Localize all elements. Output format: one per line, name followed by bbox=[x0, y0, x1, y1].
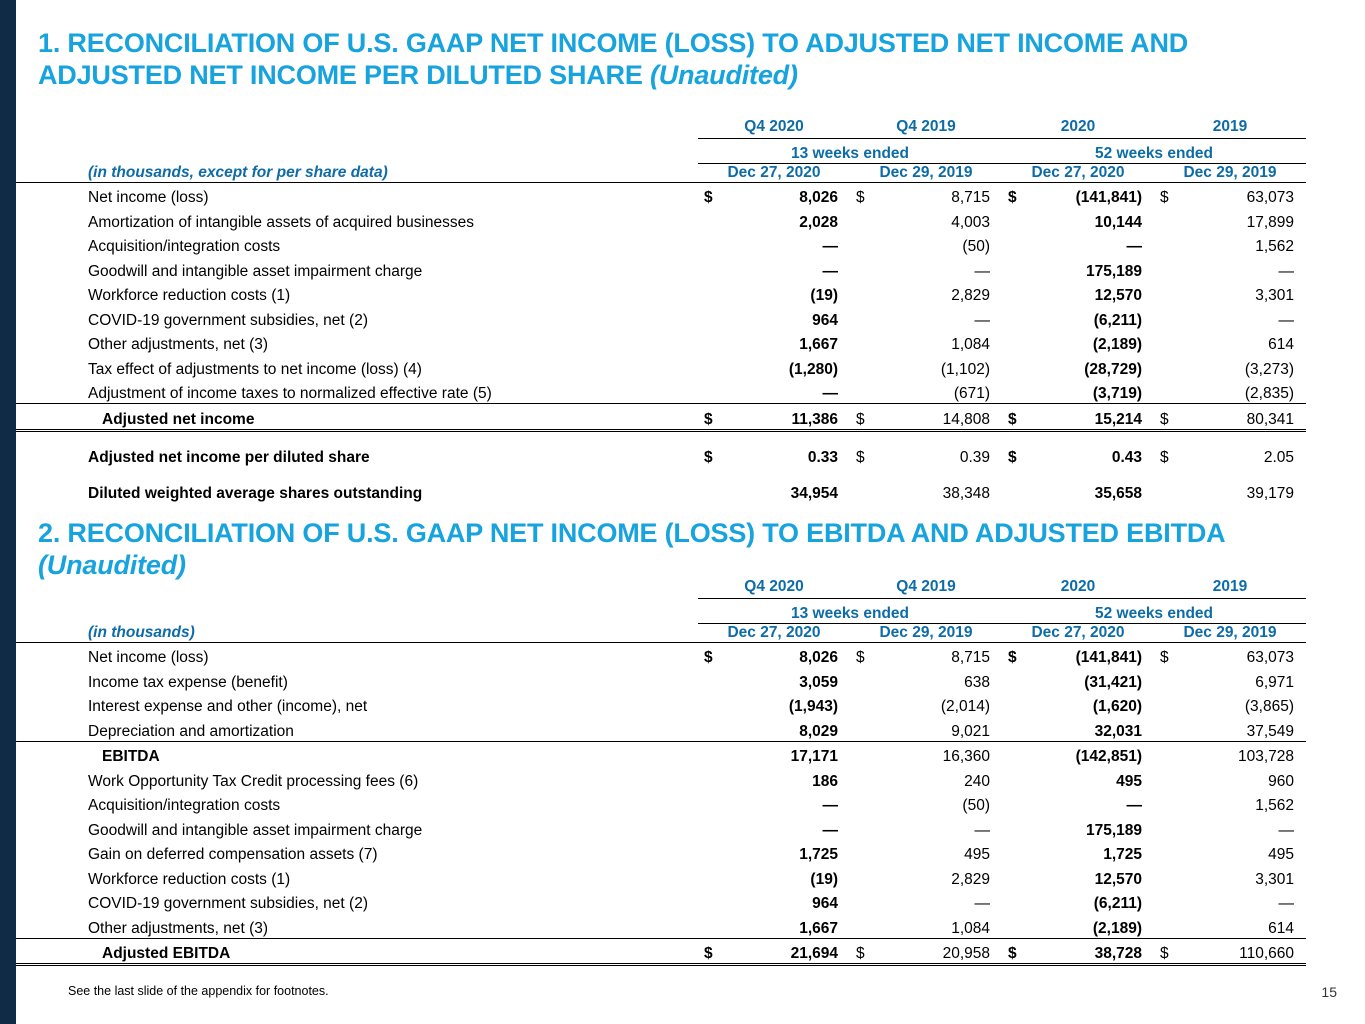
table-row bbox=[16, 232, 1306, 257]
cell-currency-symbol bbox=[1002, 815, 1026, 840]
row-label: Acquisition/integration costs bbox=[88, 797, 281, 814]
cell-value: (2,835) bbox=[1178, 379, 1306, 404]
cell-value: 186 bbox=[812, 772, 838, 790]
cell-value: 2,028 bbox=[799, 213, 838, 231]
table-row bbox=[16, 741, 1306, 766]
col-header-q4-2020: Q4 2020 bbox=[744, 118, 804, 135]
table-row bbox=[16, 379, 1306, 404]
table-section-1 bbox=[16, 112, 1306, 503]
row-label: Gain on deferred compensation assets (7) bbox=[88, 846, 378, 863]
cell-value: 6,971 bbox=[1255, 673, 1294, 691]
cell-value: 240 bbox=[964, 772, 990, 790]
cell-value: 495 bbox=[964, 846, 990, 863]
cell-value: (3,865) bbox=[1244, 698, 1294, 715]
cell-currency-symbol: $ bbox=[856, 189, 865, 206]
row-label: Adjusted EBITDA bbox=[16, 938, 698, 965]
cell-value: 175,189 bbox=[1085, 821, 1142, 839]
cell-currency-symbol bbox=[1002, 716, 1026, 741]
col-header-2020: 2020 bbox=[1060, 578, 1096, 595]
section-2-title-main: 2. RECONCILIATION OF U.S. GAAP NET INCOME (LOSS) TO EBITDA AND ADJUSTED EBITDA bbox=[38, 518, 1225, 548]
row-label: Adjustment of income taxes to normalized effective rate (5) bbox=[16, 379, 698, 404]
cell-currency-symbol bbox=[1154, 330, 1178, 355]
cell-currency-symbol bbox=[850, 913, 874, 938]
cell-value: (28,729) bbox=[1084, 360, 1142, 378]
cell-currency-symbol bbox=[850, 889, 874, 914]
cell-value: 495 bbox=[1116, 772, 1142, 790]
slide-page bbox=[16, 0, 1365, 1024]
cell-value: — bbox=[1278, 311, 1294, 329]
cell-value: 614 bbox=[1178, 913, 1306, 938]
cell-value: 1,667 bbox=[799, 336, 838, 353]
cell-currency-symbol bbox=[698, 864, 722, 889]
table-row bbox=[16, 330, 1306, 355]
cell-currency-symbol bbox=[698, 840, 722, 865]
table-row bbox=[16, 716, 1306, 741]
row-label: Work Opportunity Tax Credit processing fees (6) bbox=[88, 772, 419, 790]
cell-value: (19) bbox=[810, 870, 838, 888]
section-2-title-unaudited: (Unaudited) bbox=[38, 549, 186, 580]
row-label: Tax effect of adjustments to net income (loss) (4) bbox=[88, 360, 422, 378]
cell-value: — bbox=[722, 379, 850, 404]
cell-currency-symbol bbox=[850, 478, 874, 503]
units-label: (in thousands) bbox=[16, 623, 698, 642]
cell-currency-symbol bbox=[850, 667, 874, 692]
cell-value: 63,073 bbox=[1246, 649, 1294, 666]
cell-currency-symbol bbox=[1002, 692, 1026, 717]
cell-value: — bbox=[1126, 238, 1142, 255]
cell-value: 1,725 bbox=[1103, 846, 1142, 863]
date-header-1: Dec 27, 2020 bbox=[698, 623, 850, 642]
table-row bbox=[16, 354, 1306, 379]
table-row bbox=[16, 642, 1306, 667]
cell-currency-symbol bbox=[1002, 379, 1026, 404]
date-header-2: Dec 29, 2019 bbox=[850, 163, 1002, 182]
cell-currency-symbol: $ bbox=[1154, 404, 1178, 431]
cell-value: 16,360 bbox=[942, 748, 990, 765]
table-row bbox=[16, 766, 1306, 791]
cell-currency-symbol: $ bbox=[1008, 649, 1017, 666]
cell-currency-symbol bbox=[1002, 256, 1026, 281]
cell-value: 4,003 bbox=[951, 213, 990, 231]
row-label: Other adjustments, net (3) bbox=[88, 336, 269, 353]
cell-value: — bbox=[1126, 797, 1142, 814]
cell-currency-symbol: $ bbox=[1160, 449, 1169, 466]
cell-currency-symbol bbox=[1154, 913, 1178, 938]
table-row bbox=[16, 404, 1306, 431]
cell-currency-symbol bbox=[1154, 256, 1178, 281]
table-row-group-headers bbox=[16, 599, 1306, 624]
cell-currency-symbol: $ bbox=[704, 449, 713, 466]
cell-currency-symbol bbox=[850, 864, 874, 889]
cell-currency-symbol: $ bbox=[856, 449, 865, 466]
table-row-spacer bbox=[16, 467, 1306, 478]
cell-value: 110,660 bbox=[1178, 938, 1306, 965]
cell-value: 21,694 bbox=[722, 938, 850, 965]
cell-value: (50) bbox=[962, 797, 990, 814]
row-label: Goodwill and intangible asset impairment charge bbox=[88, 821, 423, 839]
cell-value: 17,171 bbox=[790, 748, 838, 765]
cell-value: 8,715 bbox=[951, 189, 990, 206]
cell-currency-symbol bbox=[1002, 791, 1026, 816]
section-1-title-main: 1. RECONCILIATION OF U.S. GAAP NET INCOME (LOSS) TO ADJUSTED NET INCOME AND ADJUSTED NET INCOME PER DILUTED SHARE bbox=[38, 28, 1189, 90]
cell-value: — bbox=[974, 895, 990, 912]
cell-currency-symbol bbox=[1154, 692, 1178, 717]
cell-value: 38,348 bbox=[942, 484, 990, 502]
cell-value: 10,144 bbox=[1094, 213, 1142, 231]
cell-currency-symbol: $ bbox=[1002, 938, 1026, 965]
cell-currency-symbol bbox=[698, 281, 722, 306]
cell-currency-symbol bbox=[698, 667, 722, 692]
cell-value: 960 bbox=[1268, 772, 1294, 790]
cell-currency-symbol bbox=[698, 354, 722, 379]
table-row-date-headers bbox=[16, 623, 1306, 642]
table-row bbox=[16, 938, 1306, 965]
table-row bbox=[16, 281, 1306, 306]
cell-currency-symbol bbox=[1002, 864, 1026, 889]
cell-currency-symbol: $ bbox=[1160, 649, 1169, 666]
cell-value: 11,386 bbox=[722, 404, 850, 431]
cell-currency-symbol bbox=[698, 889, 722, 914]
cell-value: (1,620) bbox=[1092, 698, 1142, 715]
cell-currency-symbol bbox=[698, 478, 722, 503]
cell-currency-symbol bbox=[1154, 889, 1178, 914]
cell-value: 964 bbox=[812, 311, 838, 329]
cell-value: — bbox=[1278, 262, 1294, 280]
cell-value: 0.43 bbox=[1111, 449, 1142, 466]
cell-value: (141,841) bbox=[1075, 649, 1142, 666]
cell-currency-symbol bbox=[1002, 281, 1026, 306]
cell-value: (2,189) bbox=[1026, 913, 1154, 938]
cell-value: 103,728 bbox=[1237, 748, 1294, 765]
table-row-period-headers bbox=[16, 112, 1306, 139]
cell-value: 9,021 bbox=[874, 716, 1002, 741]
cell-value: (50) bbox=[962, 238, 990, 255]
cell-currency-symbol bbox=[850, 741, 874, 766]
col-header-q4-2019: Q4 2019 bbox=[896, 118, 956, 135]
cell-value: 39,179 bbox=[1246, 484, 1294, 502]
table-row bbox=[16, 305, 1306, 330]
cell-currency-symbol bbox=[698, 716, 722, 741]
row-label: Amortization of intangible assets of acquired businesses bbox=[88, 213, 474, 231]
row-label: Diluted weighted average shares outstanding bbox=[88, 484, 423, 502]
row-label: COVID-19 government subsidies, net (2) bbox=[88, 311, 368, 329]
cell-currency-symbol bbox=[1154, 840, 1178, 865]
row-label: Adjusted net income per diluted share bbox=[88, 449, 370, 466]
cell-currency-symbol: $ bbox=[856, 649, 865, 666]
cell-currency-symbol bbox=[698, 330, 722, 355]
cell-value: 38,728 bbox=[1026, 938, 1154, 965]
row-label: COVID-19 government subsidies, net (2) bbox=[88, 895, 368, 912]
cell-value: 0.33 bbox=[807, 449, 838, 466]
table-row-group-headers bbox=[16, 139, 1306, 164]
cell-currency-symbol bbox=[850, 815, 874, 840]
cell-currency-symbol bbox=[850, 379, 874, 404]
cell-currency-symbol bbox=[850, 330, 874, 355]
cell-value: (1,102) bbox=[940, 360, 990, 378]
cell-value: — bbox=[974, 311, 990, 329]
table-row bbox=[16, 478, 1306, 503]
cell-currency-symbol bbox=[1154, 232, 1178, 257]
cell-currency-symbol bbox=[1002, 354, 1026, 379]
col-header-q4-2020: Q4 2020 bbox=[744, 578, 804, 595]
spacer-cell bbox=[16, 599, 698, 624]
row-label: EBITDA bbox=[102, 748, 160, 765]
cell-currency-symbol: $ bbox=[704, 189, 713, 206]
cell-value: 3,301 bbox=[1255, 287, 1294, 304]
cell-value: (3,719) bbox=[1026, 379, 1154, 404]
cell-value: 8,026 bbox=[799, 189, 838, 206]
col-header-2019: 2019 bbox=[1212, 578, 1248, 595]
row-label: Depreciation and amortization bbox=[16, 716, 698, 741]
cell-currency-symbol bbox=[850, 256, 874, 281]
table-row bbox=[16, 791, 1306, 816]
cell-value: 1,562 bbox=[1255, 797, 1294, 814]
cell-currency-symbol bbox=[1002, 478, 1026, 503]
cell-currency-symbol: $ bbox=[1002, 404, 1026, 431]
row-label: Acquisition/integration costs bbox=[88, 238, 281, 255]
table-section-2 bbox=[16, 572, 1306, 966]
cell-value: 175,189 bbox=[1085, 262, 1142, 280]
date-header-3: Dec 27, 2020 bbox=[1002, 163, 1154, 182]
cell-currency-symbol: $ bbox=[850, 404, 874, 431]
table-row bbox=[16, 443, 1306, 468]
cell-value: (671) bbox=[874, 379, 1002, 404]
cell-value: — bbox=[1278, 821, 1294, 839]
cell-currency-symbol bbox=[698, 305, 722, 330]
cell-currency-symbol: $ bbox=[1154, 938, 1178, 965]
cell-currency-symbol bbox=[1002, 232, 1026, 257]
cell-value: 8,029 bbox=[722, 716, 850, 741]
cell-value: 17,899 bbox=[1246, 213, 1294, 231]
cell-value: 1,084 bbox=[951, 336, 990, 353]
group-header-52-weeks: 52 weeks ended bbox=[1002, 599, 1306, 624]
cell-currency-symbol bbox=[850, 207, 874, 232]
cell-currency-symbol bbox=[1154, 791, 1178, 816]
cell-currency-symbol bbox=[1154, 741, 1178, 766]
cell-value: 2,829 bbox=[951, 287, 990, 304]
cell-value: 35,658 bbox=[1094, 484, 1142, 502]
cell-value: (3,273) bbox=[1244, 360, 1294, 378]
cell-currency-symbol: $ bbox=[698, 404, 722, 431]
cell-value: 3,059 bbox=[799, 673, 838, 691]
cell-value: 8,026 bbox=[799, 649, 838, 666]
cell-value: 63,073 bbox=[1246, 189, 1294, 206]
cell-value: — bbox=[974, 262, 990, 280]
cell-currency-symbol bbox=[698, 766, 722, 791]
cell-currency-symbol bbox=[698, 791, 722, 816]
cell-value: (1,280) bbox=[788, 360, 838, 378]
cell-value: 34,954 bbox=[790, 484, 838, 502]
cell-currency-symbol bbox=[1002, 667, 1026, 692]
cell-value: (31,421) bbox=[1084, 673, 1142, 691]
cell-currency-symbol bbox=[698, 207, 722, 232]
cell-currency-symbol bbox=[1154, 207, 1178, 232]
cell-currency-symbol: $ bbox=[1008, 449, 1017, 466]
row-label: Workforce reduction costs (1) bbox=[88, 287, 291, 304]
cell-value: 12,570 bbox=[1094, 870, 1142, 888]
cell-currency-symbol bbox=[1154, 281, 1178, 306]
cell-currency-symbol bbox=[1154, 379, 1178, 404]
cell-value: 964 bbox=[812, 895, 838, 912]
cell-value: — bbox=[822, 238, 838, 255]
page-number: 15 bbox=[1321, 984, 1337, 1000]
cell-currency-symbol bbox=[1154, 667, 1178, 692]
cell-value: 80,341 bbox=[1178, 404, 1306, 431]
cell-currency-symbol bbox=[1002, 330, 1026, 355]
cell-value: 1,084 bbox=[874, 913, 1002, 938]
units-label: (in thousands, except for per share data) bbox=[16, 163, 698, 182]
date-header-4: Dec 29, 2019 bbox=[1154, 163, 1306, 182]
cell-currency-symbol bbox=[1154, 354, 1178, 379]
cell-currency-symbol bbox=[1002, 766, 1026, 791]
spacer-cell bbox=[16, 139, 698, 164]
table-row bbox=[16, 207, 1306, 232]
spacer-cell bbox=[16, 572, 698, 599]
table-row-spacer bbox=[16, 430, 1306, 443]
table-row bbox=[16, 182, 1306, 207]
cell-currency-symbol: $ bbox=[1160, 189, 1169, 206]
cell-currency-symbol bbox=[698, 692, 722, 717]
cell-currency-symbol bbox=[850, 716, 874, 741]
cell-value: 1,562 bbox=[1255, 238, 1294, 255]
group-header-13-weeks: 13 weeks ended bbox=[698, 139, 1002, 164]
table-row bbox=[16, 913, 1306, 938]
cell-currency-symbol bbox=[698, 379, 722, 404]
spacer-cell bbox=[16, 430, 1306, 443]
cell-value: (2,189) bbox=[1092, 336, 1142, 353]
cell-currency-symbol bbox=[1154, 478, 1178, 503]
cell-value: 37,549 bbox=[1178, 716, 1306, 741]
cell-value: (1,943) bbox=[788, 698, 838, 715]
table-row bbox=[16, 256, 1306, 281]
cell-currency-symbol bbox=[698, 741, 722, 766]
cell-value: — bbox=[1278, 895, 1294, 912]
col-header-2020: 2020 bbox=[1060, 118, 1096, 135]
date-header-1: Dec 27, 2020 bbox=[698, 163, 850, 182]
cell-value: 638 bbox=[964, 673, 990, 691]
cell-currency-symbol: $ bbox=[850, 938, 874, 965]
cell-currency-symbol bbox=[850, 354, 874, 379]
cell-value: 20,958 bbox=[874, 938, 1002, 965]
footnote-text: See the last slide of the appendix for footnotes. bbox=[68, 984, 329, 998]
cell-value: (141,841) bbox=[1075, 189, 1142, 206]
table-row-period-headers bbox=[16, 572, 1306, 599]
cell-currency-symbol bbox=[1002, 840, 1026, 865]
cell-value: — bbox=[974, 821, 990, 839]
row-label: Adjusted net income bbox=[16, 404, 698, 431]
cell-currency-symbol bbox=[850, 791, 874, 816]
cell-value: 495 bbox=[1268, 846, 1294, 863]
section-1-title bbox=[38, 28, 1338, 92]
cell-currency-symbol bbox=[1002, 913, 1026, 938]
cell-currency-symbol bbox=[850, 840, 874, 865]
cell-value: (6,211) bbox=[1093, 895, 1142, 912]
cell-value: (19) bbox=[810, 287, 838, 304]
cell-currency-symbol bbox=[698, 232, 722, 257]
cell-value: 0.39 bbox=[959, 449, 990, 466]
table-row bbox=[16, 692, 1306, 717]
cell-currency-symbol bbox=[1154, 766, 1178, 791]
row-label: Other adjustments, net (3) bbox=[16, 913, 698, 938]
date-header-2: Dec 29, 2019 bbox=[850, 623, 1002, 642]
group-header-52-weeks: 52 weeks ended bbox=[1002, 139, 1306, 164]
table-row bbox=[16, 840, 1306, 865]
table-row bbox=[16, 815, 1306, 840]
cell-value: 614 bbox=[1268, 336, 1294, 353]
section-1-title-unaudited: (Unaudited) bbox=[649, 59, 798, 90]
cell-currency-symbol bbox=[850, 766, 874, 791]
col-header-q4-2019: Q4 2019 bbox=[896, 578, 956, 595]
cell-currency-symbol bbox=[1002, 305, 1026, 330]
cell-value: 1,725 bbox=[799, 846, 838, 863]
cell-value: 12,570 bbox=[1094, 287, 1142, 304]
cell-currency-symbol: $ bbox=[698, 938, 722, 965]
cell-currency-symbol bbox=[698, 256, 722, 281]
spacer-cell bbox=[16, 112, 698, 139]
group-header-13-weeks: 13 weeks ended bbox=[698, 599, 1002, 624]
cell-currency-symbol bbox=[1002, 207, 1026, 232]
cell-value: — bbox=[822, 797, 838, 814]
row-label: Interest expense and other (income), net bbox=[88, 698, 368, 715]
cell-value: (142,851) bbox=[1075, 748, 1142, 765]
cell-value: — bbox=[822, 262, 838, 280]
cell-value: 8,715 bbox=[951, 649, 990, 666]
cell-value: (6,211) bbox=[1093, 311, 1142, 329]
col-header-2019: 2019 bbox=[1212, 118, 1248, 135]
row-label: Net income (loss) bbox=[88, 189, 209, 206]
cell-currency-symbol bbox=[850, 232, 874, 257]
cell-value: 2.05 bbox=[1263, 449, 1294, 466]
left-accent-bar bbox=[0, 0, 16, 1024]
cell-currency-symbol bbox=[1154, 716, 1178, 741]
table-row bbox=[16, 889, 1306, 914]
cell-value: 3,301 bbox=[1255, 870, 1294, 888]
cell-currency-symbol: $ bbox=[1008, 189, 1017, 206]
cell-currency-symbol bbox=[850, 281, 874, 306]
cell-currency-symbol bbox=[1002, 741, 1026, 766]
cell-currency-symbol bbox=[698, 913, 722, 938]
cell-currency-symbol bbox=[850, 692, 874, 717]
cell-value: 15,214 bbox=[1026, 404, 1154, 431]
cell-currency-symbol bbox=[1154, 864, 1178, 889]
date-header-4: Dec 29, 2019 bbox=[1154, 623, 1306, 642]
spacer-cell bbox=[16, 467, 1306, 478]
date-header-3: Dec 27, 2020 bbox=[1002, 623, 1154, 642]
table-row bbox=[16, 864, 1306, 889]
row-label: Workforce reduction costs (1) bbox=[88, 870, 291, 888]
table-row bbox=[16, 667, 1306, 692]
cell-value: 14,808 bbox=[874, 404, 1002, 431]
cell-value: 1,667 bbox=[722, 913, 850, 938]
cell-value: (2,014) bbox=[940, 698, 990, 715]
cell-currency-symbol: $ bbox=[704, 649, 713, 666]
cell-value: — bbox=[822, 821, 838, 839]
cell-value: 32,031 bbox=[1026, 716, 1154, 741]
table-row-date-headers bbox=[16, 163, 1306, 182]
cell-currency-symbol bbox=[1154, 305, 1178, 330]
cell-currency-symbol bbox=[850, 305, 874, 330]
row-label: Goodwill and intangible asset impairment charge bbox=[88, 262, 423, 280]
cell-currency-symbol bbox=[1002, 889, 1026, 914]
cell-currency-symbol bbox=[1154, 815, 1178, 840]
cell-currency-symbol bbox=[698, 815, 722, 840]
cell-value: 2,829 bbox=[951, 870, 990, 888]
row-label: Income tax expense (benefit) bbox=[88, 673, 288, 691]
row-label: Net income (loss) bbox=[88, 649, 209, 666]
